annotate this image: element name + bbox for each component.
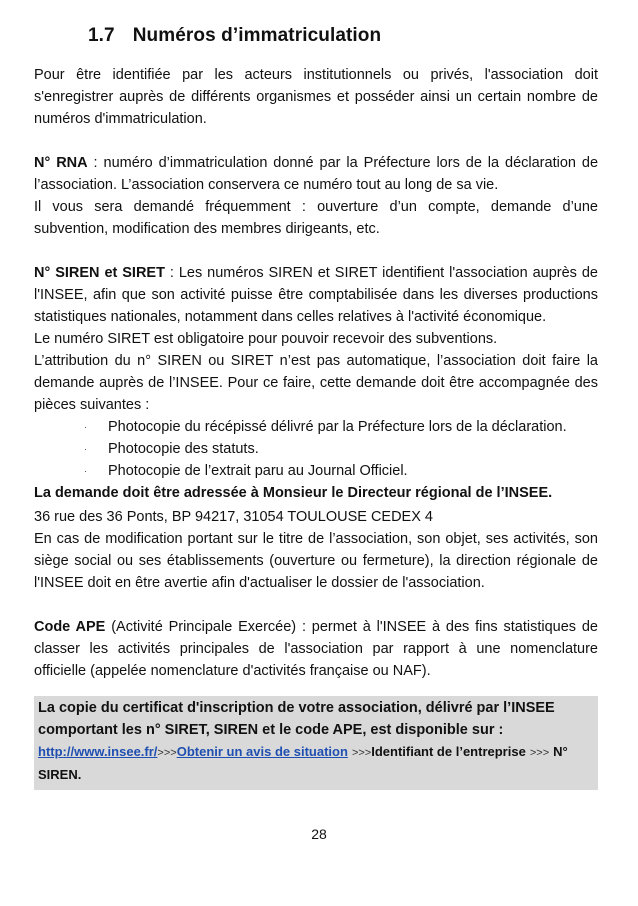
siret-obligation: Le numéro SIRET est obligatoire pour pouvoir recevoir des subventions. [34,331,498,347]
ape-label: Code APE [34,619,106,635]
rna-text: : numéro d’immatriculation donné par la Préfecture lors de la déclaration de l’association. L’association conservera ce numéro tout au long de sa vie. [34,155,599,193]
modification-paragraph: En cas de modification portant sur le titre de l’association, son objet, ses activités, son siège social ou ses établissements (ouverture ou fermeture), la direction régionale de l'INSEE doit en être avertie afin d'actualiser le dossier de l'association. [34,531,598,591]
bullet-icon: · [84,422,87,432]
list-item: · Photocopie du récépissé délivré par la Préfecture lors de la déclaration. [84,416,598,438]
insee-link[interactable]: http://www.insee.fr/ [38,744,158,759]
info-box [34,696,598,790]
ape-text: (Activité Principale Exercée) : permet à l'INSEE à des fins statistiques de classer les activités principales de l'association par rapport à une nomenclature officielle (appelée nomenclature d'activités française ou NAF). [34,619,598,679]
bullet-icon: · [84,444,87,454]
page-number: 28 [311,826,327,842]
list-item: · Photocopie de l’extrait paru au Journal Officiel. [84,460,598,482]
step-siren: N° SIREN. [38,744,568,782]
bullet-icon: · [84,466,87,476]
info-box-links [38,741,594,786]
list-item: · Photocopie des statuts. [84,438,598,460]
section-title: Numéros d’immatriculation [132,25,382,46]
rna-paragraph [34,152,598,196]
rna-label: N° RNA [34,155,88,171]
section-number: 1.7 [88,25,115,46]
avis-situation-link[interactable]: Obtenir un avis de situation [176,744,348,759]
step-identifiant: Identifiant de l’entreprise [371,744,526,759]
siren-paragraph [34,262,598,328]
siren-text: : Les numéros SIREN et SIRET identifient l'association auprès de l'INSEE, afin que son activité puisse être comptabilisée dans les diverses productions statistiques nationales, notamment dans celles relatives à l'activité économique. [34,265,598,325]
section-heading [88,22,598,50]
info-box-text: La copie du certificat d'inscription de votre association, délivré par l’INSEE comportant les n° SIRET, SIREN et le code APE, est disponible sur : [38,700,555,738]
siren-label: N° SIREN et SIRET [34,265,165,281]
separator: >>> [351,747,372,759]
intro-paragraph: Pour être identifiée par les acteurs institutionnels ou privés, l'association doit s'enregistrer auprès de différents organismes et posséder ainsi un certain nombre de numéros d'immatriculation. [34,67,598,127]
insee-address: 36 rue des 36 Ponts, BP 94217, 31054 TOULOUSE CEDEX 4 [34,509,433,525]
demand-line: La demande doit être adressée à Monsieur le Directeur régional de l’INSEE. [34,485,553,501]
documents-list [34,416,598,482]
rna-paragraph-2: Il vous sera demandé fréquemment : ouverture d’un compte, demande d’une subvention, modification des membres dirigeants, etc. [34,199,598,237]
siren-attribution: L’attribution du n° SIREN ou SIRET n’est pas automatique, l’association doit faire la demande auprès de l’INSEE. Pour ce faire, cette demande doit être accompagnée des pièces suivantes : [34,353,598,413]
separator: >>> [157,747,177,759]
separator: >>> [529,747,550,759]
ape-paragraph [34,616,598,682]
document-page [34,22,598,790]
